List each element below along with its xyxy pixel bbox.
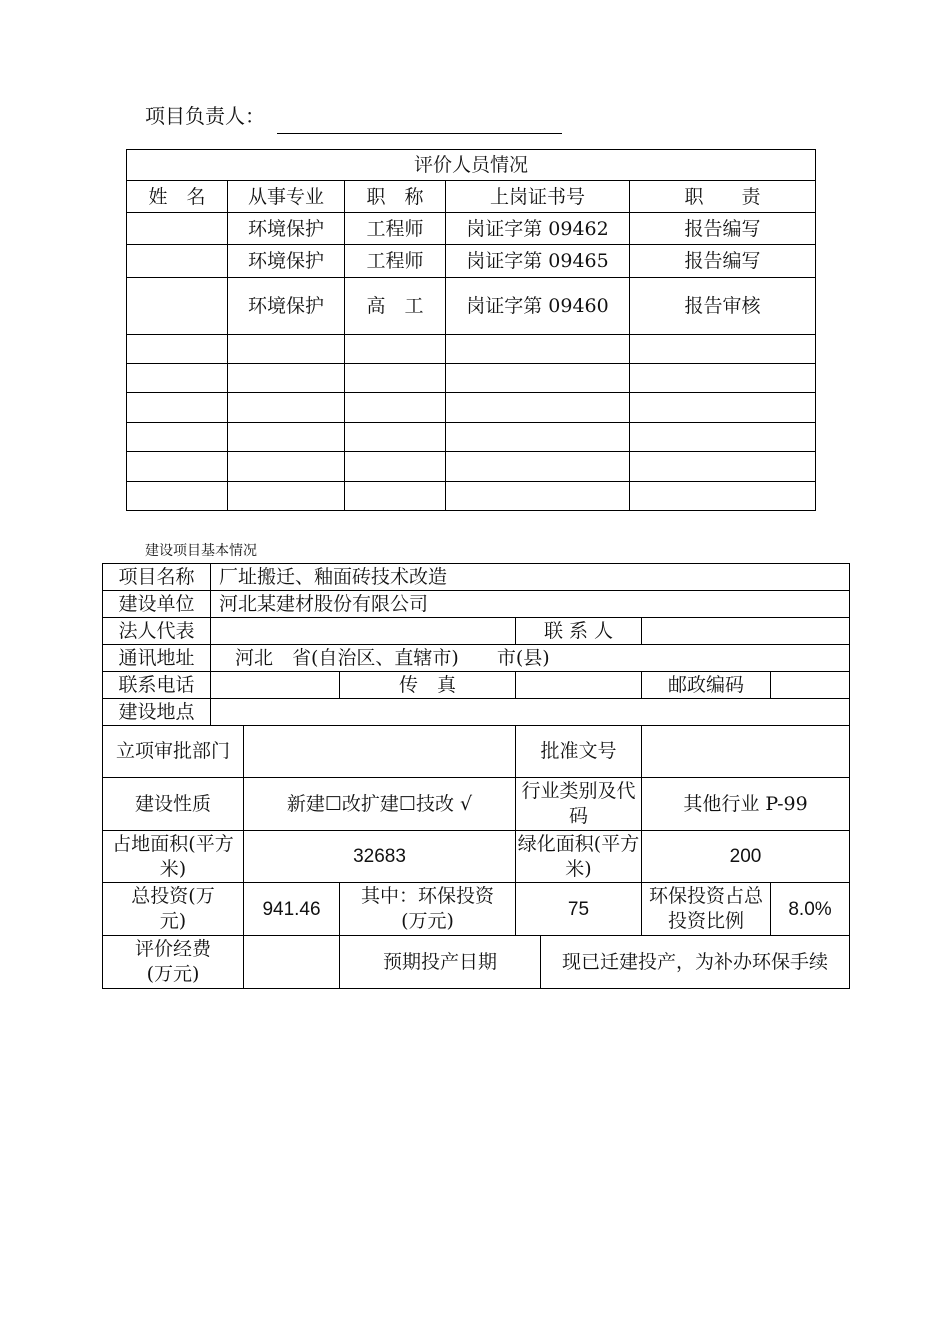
empty-row xyxy=(127,423,816,452)
cell-cert: 岗证字第 09465 xyxy=(446,245,630,278)
fee-label: 评价经费(万元) xyxy=(103,936,244,989)
personnel-header-row xyxy=(127,181,816,213)
industry-value: 其他行业 P-99 xyxy=(642,778,850,831)
header-title: 职 称 xyxy=(345,181,446,213)
header-name: 姓 名 xyxy=(127,181,228,213)
postcode-value xyxy=(771,672,850,699)
cell-name xyxy=(127,213,228,245)
header-cert: 上岗证书号 xyxy=(446,181,630,213)
project-caption: 建设项目基本情况 xyxy=(145,543,257,559)
env-invest-value: 75 xyxy=(516,883,642,936)
table-row xyxy=(127,245,816,278)
project-leader-label: 项目负责人： xyxy=(145,104,265,128)
empty-row xyxy=(127,482,816,511)
cell-duty: 报告编写 xyxy=(630,245,816,278)
total-invest-label: 总投资(万元) xyxy=(103,883,244,936)
signature-line xyxy=(277,133,562,134)
empty-row xyxy=(127,452,816,482)
industry-label: 行业类别及代码 xyxy=(516,778,642,831)
nature-label: 建设性质 xyxy=(103,778,244,831)
start-date-value: 现已迁建投产，为补办环保手续 xyxy=(541,936,850,989)
empty-row xyxy=(127,335,816,364)
cell-title: 高 工 xyxy=(345,278,446,335)
address-label: 通讯地址 xyxy=(103,645,211,672)
cell-major: 环境保护 xyxy=(228,245,345,278)
empty-row xyxy=(127,393,816,423)
header-duty: 职 责 xyxy=(630,181,816,213)
phone-label: 联系电话 xyxy=(103,672,211,699)
area-value: 32683 xyxy=(244,831,516,883)
empty-row xyxy=(127,364,816,393)
table-row xyxy=(127,213,816,245)
nature-value: 新建☐改扩建☐技改 √ xyxy=(244,778,516,831)
personnel-title: 评价人员情况 xyxy=(127,150,816,181)
total-invest-value: 941.46 xyxy=(244,883,340,936)
project-name-label: 项目名称 xyxy=(103,564,211,591)
project-info-table xyxy=(102,563,850,989)
cell-cert: 岗证字第 09460 xyxy=(446,278,630,335)
legal-rep-label: 法人代表 xyxy=(103,618,211,645)
fee-value xyxy=(244,936,340,989)
cell-major: 环境保护 xyxy=(228,213,345,245)
env-ratio-value: 8.0% xyxy=(771,883,850,936)
green-area-label: 绿化面积(平方米) xyxy=(516,831,642,883)
approval-dept-label: 立项审批部门 xyxy=(103,726,244,778)
contact-label: 联 系 人 xyxy=(516,618,642,645)
green-area-value: 200 xyxy=(642,831,850,883)
cell-major: 环境保护 xyxy=(228,278,345,335)
header-major: 从事专业 xyxy=(228,181,345,213)
cell-title: 工程师 xyxy=(345,213,446,245)
fax-value xyxy=(516,672,642,699)
postcode-label: 邮政编码 xyxy=(642,672,771,699)
env-invest-label: 其中：环保投资(万元) xyxy=(340,883,516,936)
approval-no-label: 批准文号 xyxy=(516,726,642,778)
cell-duty: 报告编写 xyxy=(630,213,816,245)
cell-duty: 报告审核 xyxy=(630,278,816,335)
address-value: 河北 省(自治区、直辖市) 市(县) xyxy=(211,645,850,672)
unit-value: 河北某建材股份有限公司 xyxy=(211,591,850,618)
cell-title: 工程师 xyxy=(345,245,446,278)
site-label: 建设地点 xyxy=(103,699,211,726)
personnel-table xyxy=(126,149,816,511)
cell-name xyxy=(127,278,228,335)
contact-value xyxy=(642,618,850,645)
env-ratio-label: 环保投资占总投资比例 xyxy=(642,883,771,936)
approval-no-value xyxy=(642,726,850,778)
start-date-label: 预期投产日期 xyxy=(340,936,541,989)
approval-dept-value xyxy=(244,726,516,778)
table-row xyxy=(127,278,816,335)
project-name-value: 厂址搬迁、釉面砖技术改造 xyxy=(211,564,850,591)
fax-label: 传 真 xyxy=(340,672,516,699)
site-value xyxy=(211,699,850,726)
area-label: 占地面积(平方米) xyxy=(103,831,244,883)
unit-label: 建设单位 xyxy=(103,591,211,618)
cell-name xyxy=(127,245,228,278)
cell-cert: 岗证字第 09462 xyxy=(446,213,630,245)
legal-rep-value xyxy=(211,618,516,645)
phone-value xyxy=(211,672,340,699)
